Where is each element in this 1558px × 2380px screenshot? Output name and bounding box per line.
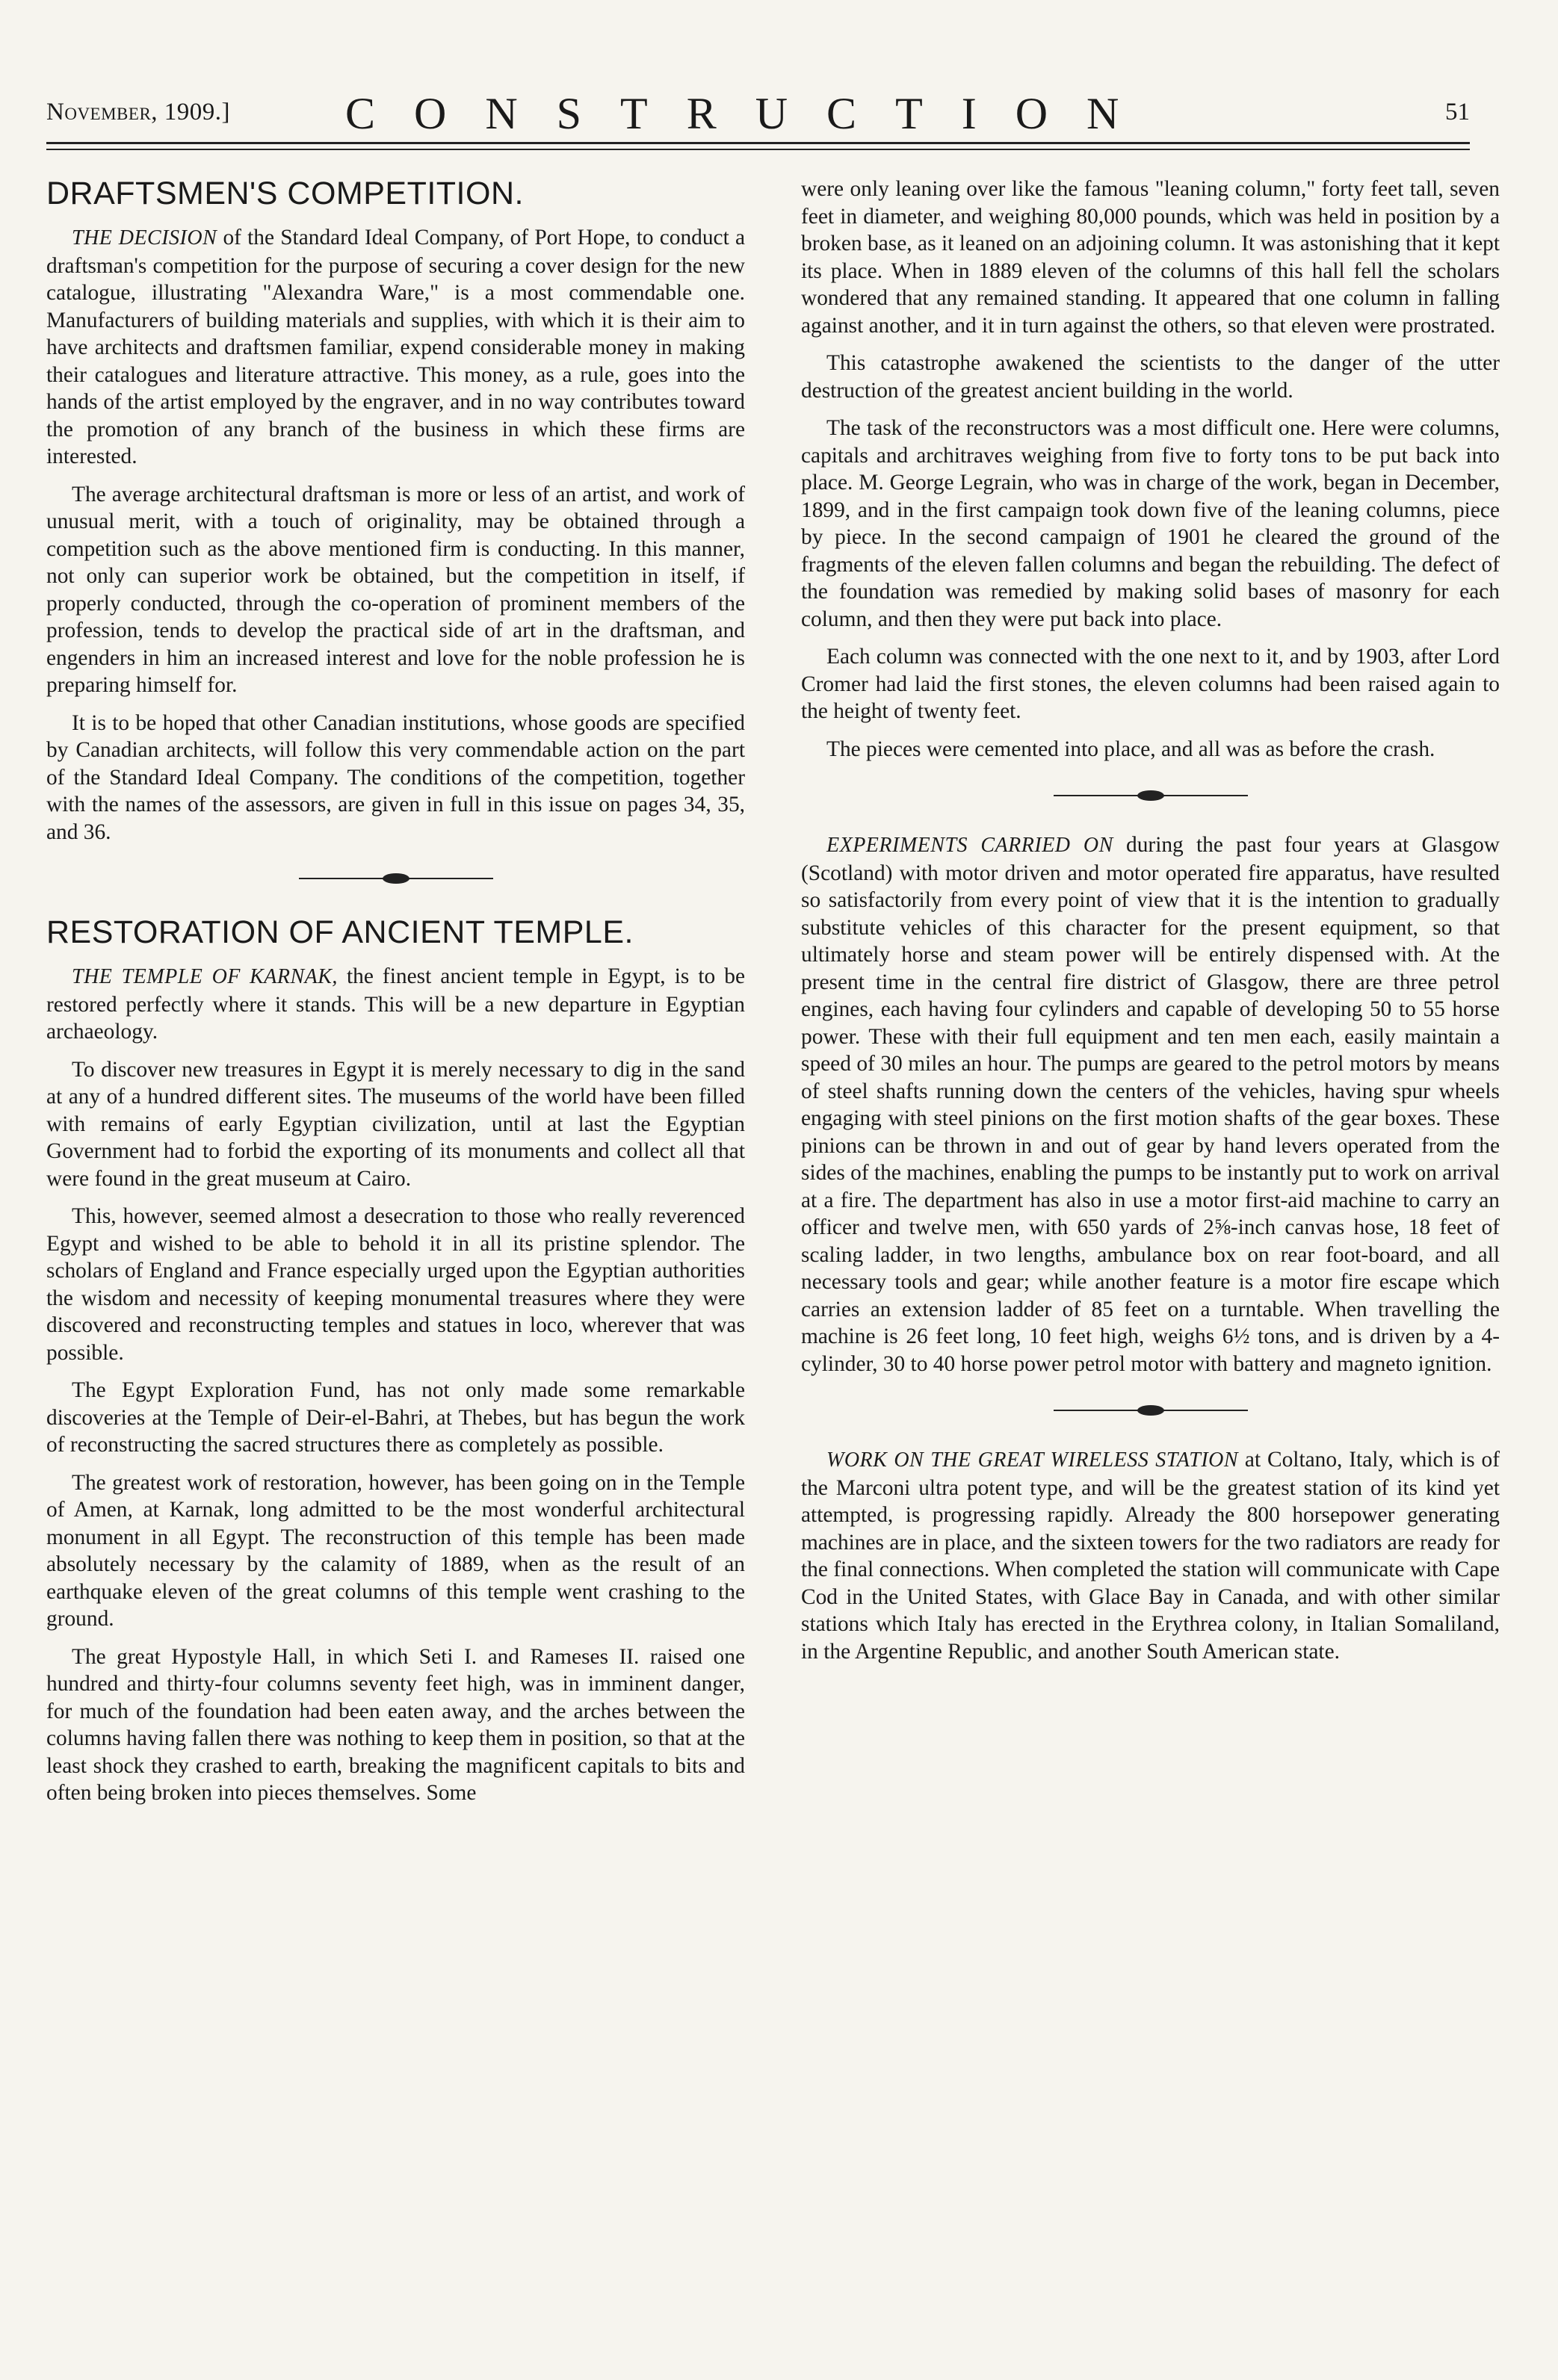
left-column (46, 176, 745, 1817)
article-paragraph: The task of the reconstructors was a most difficult one. Here were columns, capitals and architraves weighing from five to forty tons to be put back into place. M. George Legrain, who was in charge of the work, began in December, 1899, and in the first campaign took down five of the leaning columns, piece by piece. In the second campaign of 1901 he cleared the ground of the fragments of the eleven fallen columns and began the rebuilding. The defect of the foundation was remedied by making solid bases of masonry for each column, and then they were put back into place. (801, 416, 1500, 631)
article-wireless-station (801, 1446, 1500, 1665)
article-paragraph (46, 224, 745, 471)
header-rule-top (46, 142, 1470, 144)
article-paragraph (801, 1446, 1500, 1665)
article-paragraph (801, 831, 1500, 1378)
article-restoration-temple-continued (801, 176, 1500, 763)
article-paragraph: were only leaning over like the famous "leaning column," forty feet tall, seven feet in diameter, and weighing 80,000 pounds, which was held in position by a broken base, as it leaned on an adjoining column. It was astonishing that it kept its place. When in 1889 eleven of the columns of this hall fell the scholars wondered that any remained standing. It appeared that one column in falling against another, and it in turn against the others, so that eleven were prostrated. (801, 177, 1500, 338)
article-fire-apparatus (801, 831, 1500, 1378)
section-separator (299, 871, 493, 886)
lead-in: EXPERIMENTS CARRIED ON (826, 834, 1113, 857)
article-paragraph: It is to be hoped that other Canadian institutions, whose goods are specified by Canadian architects, will follow this very commendable action on the part of the Standard Ideal Company. The conditions of the competition, together with the names of the assessors, are given in full in this issue on pages 34, 35, and 36. (46, 710, 745, 844)
article-paragraph: The great Hypostyle Hall, in which Seti I. and Rameses II. raised one hundred and thirty-four columns seventy feet high, was in imminent danger, for much of the foundation had been eaten away, and the arches between the columns having fallen there was nothing to keep them in position, so that at the least shock they crashed to earth, breaking the magnificent capitals to bits and often being broken into pieces themselves. Some (46, 1644, 745, 1805)
paragraph-text: of the Standard Ideal Company, of Port Hope, to conduct a draftsman's competition for the purpose of securing a cover design for the new catalogue, illustrating "Alexandra Ware," is a most commendable one. Manufacturers of building materials and supplies, with which it is their aim to have architects and draftsmen familiar, expend considerable money in making their catalogues and literature attractive. This money, as a rule, goes into the hands of the artist employed by the engraver, and in no way contributes toward the promotion of any branch of the business in which these firms are interested. (46, 226, 745, 468)
section-separator (1054, 1403, 1248, 1418)
lead-in: THE DECISION (72, 226, 217, 250)
article-paragraph: Each column was connected with the one next to it, and by 1903, after Lord Cromer had laid the first stones, the eleven columns had been raised again to the height of twenty feet. (801, 645, 1500, 723)
article-paragraph: The pieces were cemented into place, and all was as before the crash. (826, 737, 1435, 761)
right-column (801, 176, 1500, 1676)
paragraph-text: the finest ancient temple in Egypt, is to be restored perfectly where it stands. This will be a new departure in Egyptian archaeology. (46, 964, 745, 1044)
article-paragraph: To discover new treasures in Egypt it is merely necessary to dig in the sand at any of a hundred different sites. The museums of the world have been filled with remains of early Egyptian civilization, until at last the Egyptian Government had to forbid the exporting of its monuments and collect all that were found in the great museum at Cairo. (46, 1057, 745, 1191)
paragraph-text: at Coltano, Italy, which is of the Marconi ultra potent type, and will be the greatest station of its kind yet attempted, is progressing rapidly. Already the 800 horsepower generating machines are in place, and the sixteen towers for the two radiators are ready for the final connections. When completed the station will communicate with Cape Cod in the United States, with Glace Bay in Canada, and with other similar stations which Italy has erected in the Erythrea colony, in Italian Somaliland, in the Argentine Republic, and another South American state. (801, 1448, 1500, 1664)
article-heading: RESTORATION OF ANCIENT TEMPLE. (46, 914, 634, 950)
lead-in: WORK ON THE GREAT WIRELESS STATION (826, 1448, 1239, 1472)
article-paragraph: The average architectural draftsman is more or less of an artist, and work of unusual merit, with a touch of originality, may be obtained through a competition such as the above mentioned firm is conducting. In this manner, not only can superior work be obtained, but the competition in itself, if properly conducted, through the co-operation of prominent members of the profession, tends to develop the practical side of art in the draftsman, and engenders in him an increased interest and love for the noble profession he is preparing himself for. (46, 482, 745, 697)
article-heading: DRAFTSMEN'S COMPETITION. (46, 176, 524, 211)
page-number: 51 (1445, 99, 1470, 125)
page-header (46, 88, 1470, 140)
magazine-title: CONSTRUCTION (345, 89, 1158, 138)
issue-date: November, 1909.] (46, 99, 231, 125)
paragraph-text: during the past four years at Glasgow (Scotland) with motor driven and motor operated fire apparatus, have resulted so satisfactorily from every point of view that it is the intention to gradually substitute vehicles of this character for the present equipment, so that ultimately horse and steam power will be entirely dispensed with. At the present time in the central fire district of Glasgow, there are three petrol engines, each having four cylinders and capable of developing 50 to 55 horse power. These with their full equipment and ten men each, easily maintain a speed of 30 miles an hour. The pumps are geared to the petrol motors by means of steel shafts running down the centers of the vehicles, having spur wheels engaging with steel pinions on the first motion shafts of the gear boxes. These pinions can be thrown in and out of gear by hand levers operated from the sides of the machines, enabling the pumps to be instantly put to work on arrival at a fire. The department has also in use a motor first-aid machine to carry an officer and twelve men, with 650 yards of 2⅝-inch canvas hose, 18 feet of scaling ladder, in two lengths, ambulance box on rear foot-board, and all necessary tools and gear; while another feature is a motor fire escape which carries an extension ladder of 85 feet on a turntable. When travelling the machine is 26 feet long, 10 feet high, weighs 6½ tons, and is driven by a 4-cylinder, 30 to 40 horse power petrol motor with battery and magneto ignition. (801, 833, 1500, 1376)
article-paragraph: The greatest work of restoration, however, has been going on in the Temple of Amen, at Karnak, long admitted to be the most wonderful architectural monument in all Egypt. The reconstruction of this temple has been made absolutely necessary by the calamity of 1889, when as the result of an earthquake eleven of the great columns of this temple went crashing to the ground. (46, 1470, 745, 1631)
article-paragraph: This catastrophe awakened the scientists to the danger of the utter destruction of the greatest ancient building in the world. (801, 351, 1500, 403)
lead-in: THE TEMPLE OF KARNAK, (72, 965, 338, 988)
section-separator (1054, 788, 1248, 803)
article-paragraph: The Egypt Exploration Fund, has not only made some remarkable discoveries at the Temple of Deir-el-Bahri, at Thebes, but has begun the work of reconstructing the sacred structures there as completely as possible. (46, 1378, 745, 1457)
header-rule-bottom (46, 149, 1470, 150)
article-draftsmen-competition (46, 176, 745, 846)
article-restoration-temple (46, 914, 745, 1807)
article-paragraph (46, 963, 745, 1046)
article-paragraph: This, however, seemed almost a desecration to those who really reverenced Egypt and wished to be able to behold it in all its pristine splendor. The scholars of England and France especially urged upon the Egyptian authorities the wisdom and necessity of keeping monumental treasures where they were discovered and reconstructing temples and statues in loco, wherever that was possible. (46, 1204, 745, 1365)
